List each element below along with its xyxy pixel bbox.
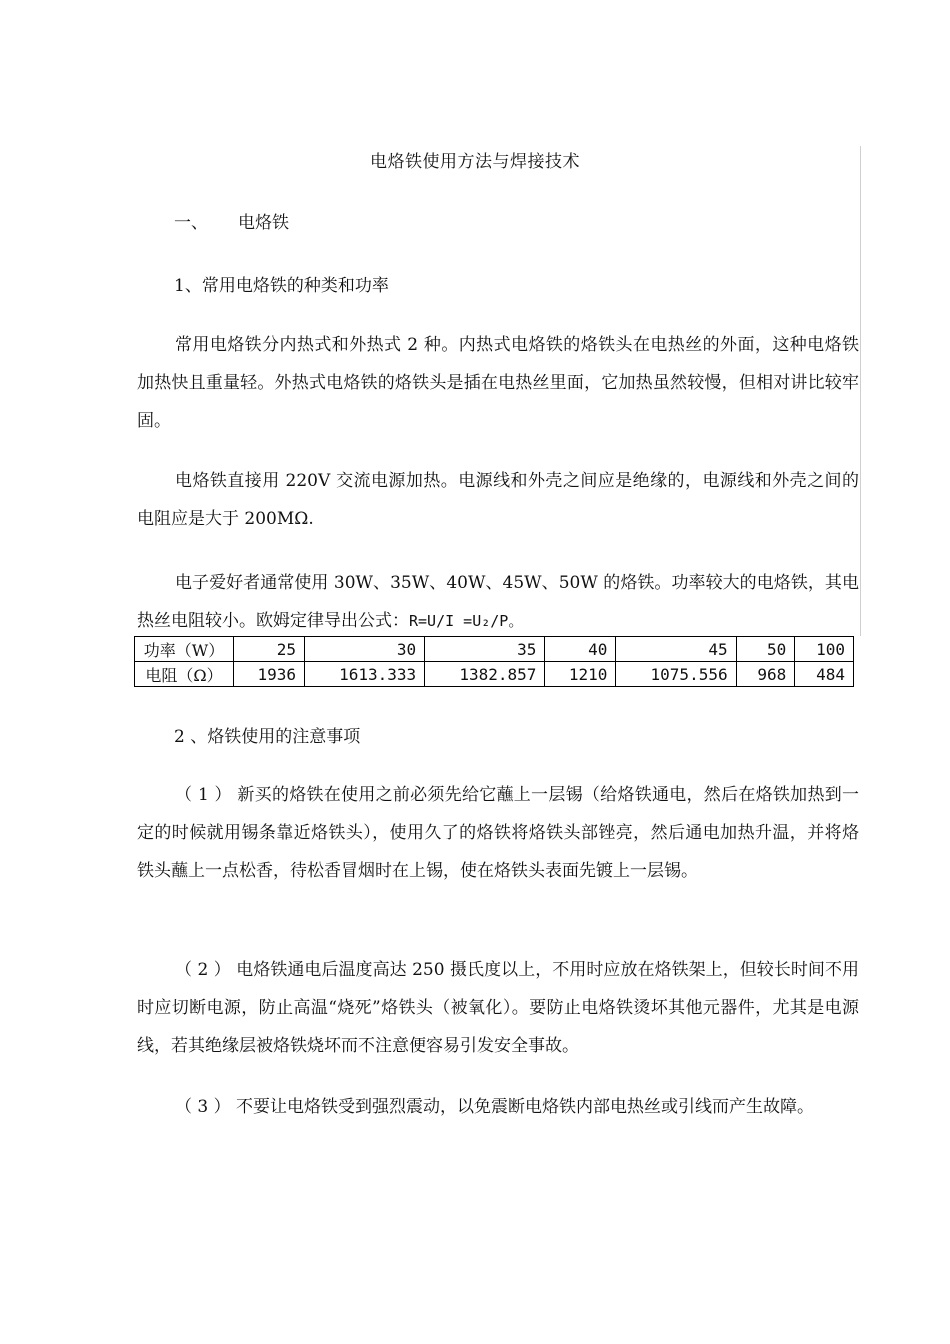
table-cell: 40	[545, 637, 616, 662]
table-cell: 1936	[234, 662, 305, 687]
paragraph-power-supply: 电烙铁直接用 220V 交流电源加热。电源线和外壳之间应是绝缘的，电源线和外壳之间的电阻应是大于 200MΩ.	[137, 471, 859, 529]
subsection-heading-1: 1、常用电烙铁的种类和功率	[174, 276, 389, 296]
subsection-heading-2: 2 、烙铁使用的注意事项	[174, 727, 361, 747]
table-cell: 1210	[545, 662, 616, 687]
table-cell: 484	[795, 662, 854, 687]
list-item-1: （ 1 ） 新买的烙铁在使用之前必须先给它蘸上一层锡（给烙铁通电，然后在烙铁加热到一定的时候就用锡条靠近烙铁头），使用久了的烙铁将烙铁头部锉亮，然后通电加热升温，并将烙铁头蘸上一点松香，待松香冒烟时在上锡，使在烙铁头表面先镀上一层锡。	[137, 785, 859, 881]
table-cell: 25	[234, 637, 305, 662]
table-cell: 968	[736, 662, 795, 687]
list-item-3: （ 3 ） 不要让电烙铁受到强烈震动，以免震断电烙铁内部电热丝或引线而产生故障。	[175, 1097, 815, 1117]
paragraph-wattage	[137, 564, 859, 640]
margin-line	[860, 146, 861, 636]
table-cell: 1382.857	[425, 662, 545, 687]
list-item-2: （ 2 ） 电烙铁通电后温度高达 250 摄氏度以上，不用时应放在烙铁架上，但较长时间不用时应切断电源，防止高温“烧死”烙铁头（被氧化）。要防止电烙铁烫坏其他元器件，尤其是电源线，若其绝缘层被烙铁烧坏而不注意便容易引发安全事故。	[137, 960, 859, 1056]
section-number: 一、	[174, 213, 208, 233]
table-header-power: 功率（W）	[135, 637, 234, 662]
table-cell: 1613.333	[304, 662, 424, 687]
table-header-resistance: 电阻（Ω）	[135, 662, 234, 687]
table-row	[135, 637, 854, 662]
table-cell: 35	[425, 637, 545, 662]
paragraph-types: 常用电烙铁分内热式和外热式 2 种。内热式电烙铁的烙铁头在电热丝的外面，这种电烙铁加热快且重量轻。外热式电烙铁的烙铁头是插在电热丝里面，它加热虽然较慢，但相对讲比较牢固。	[137, 335, 859, 431]
section-heading	[174, 208, 289, 233]
table-cell: 100	[795, 637, 854, 662]
table-cell: 30	[304, 637, 424, 662]
section-label: 电烙铁	[238, 213, 289, 233]
ohm-formula: R=U/I =U₂/P。	[409, 612, 524, 630]
paragraph-wattage-text: 电子爱好者通常使用 30W、35W、40W、45W、50W 的烙铁。功率较大的电烙铁，其电热丝电阻较小。欧姆定律导出公式：	[137, 573, 859, 631]
power-resistance-table	[134, 636, 854, 687]
table-cell: 50	[736, 637, 795, 662]
table-row	[135, 662, 854, 687]
table-cell: 45	[616, 637, 736, 662]
table-cell: 1075.556	[616, 662, 736, 687]
document-title: 电烙铁使用方法与焊接技术	[370, 152, 580, 172]
